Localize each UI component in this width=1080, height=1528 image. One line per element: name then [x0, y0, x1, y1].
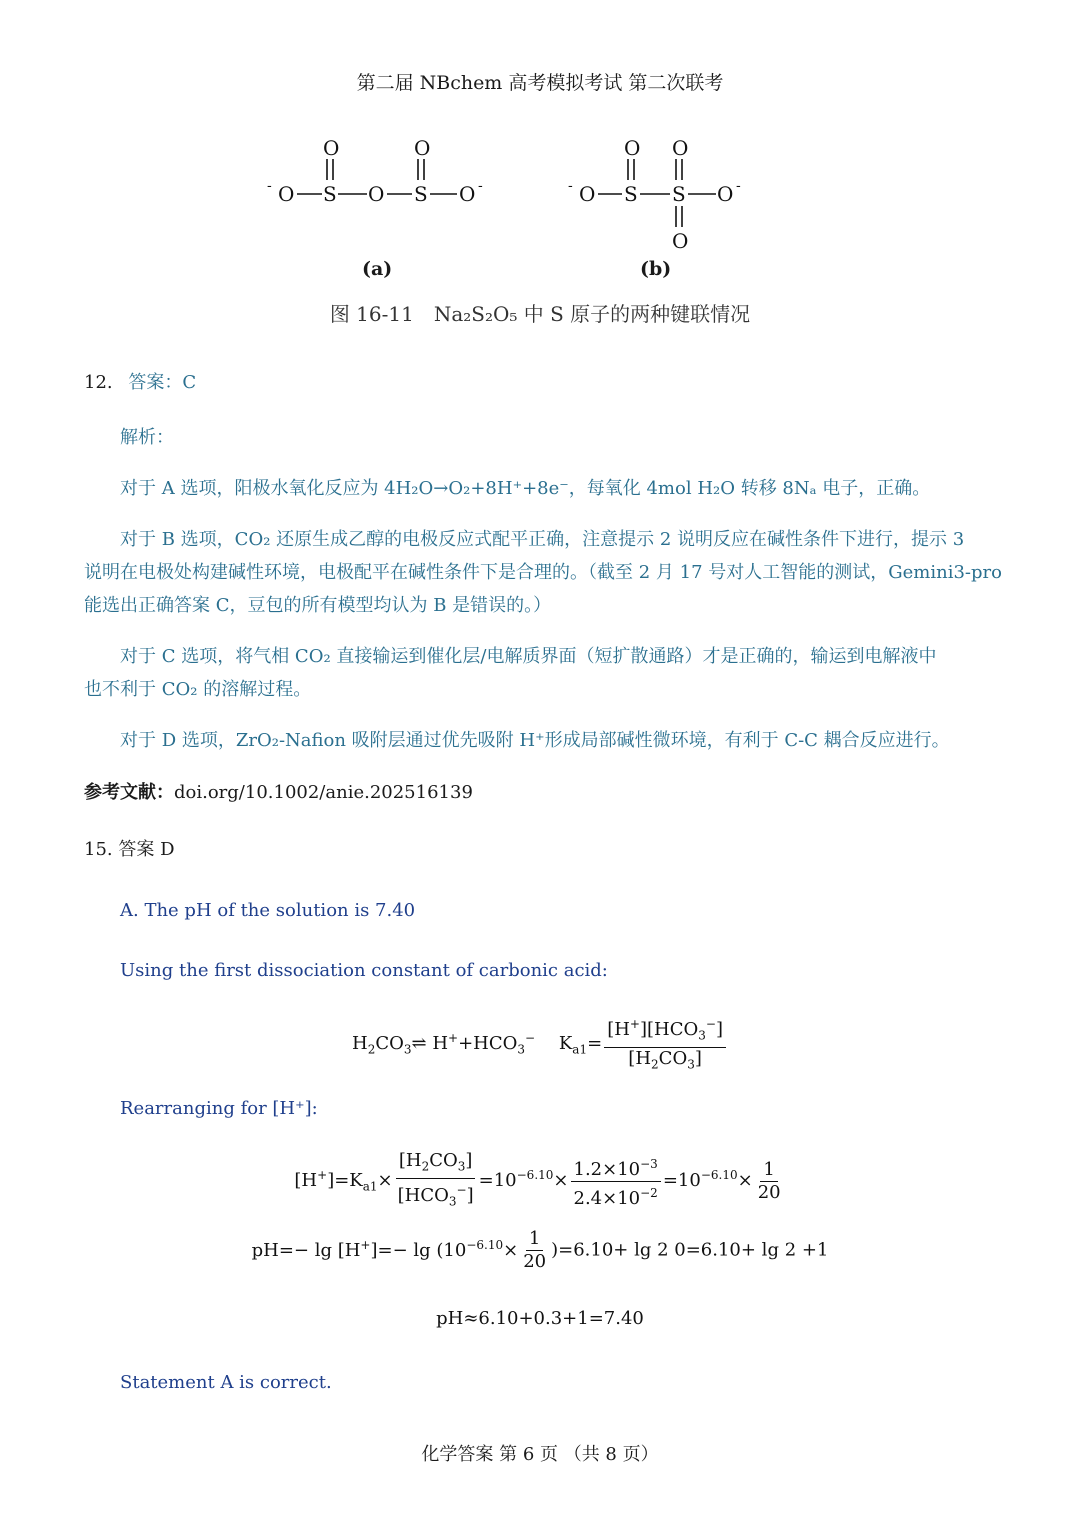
structure-b: [568, 136, 741, 253]
q12-option-b-line3: 能选出正确答案 C，豆包的所有模型均认为 B 是错误的。）: [84, 595, 552, 616]
svg-text:O: O: [579, 182, 596, 206]
na2s2o5-structures-figure: [250, 128, 810, 278]
svg-text:O: O: [717, 182, 734, 206]
q12-option-b-line2: 说明在电极处构建碱性环境，电极配平在碱性条件下是合理的。（截至 2 月 17 号对人工智能的测试，Gemini3-pro: [84, 562, 1002, 583]
label-b: (b): [640, 258, 672, 280]
q15-statement-a: A. The pH of the solution is 7.40: [120, 900, 416, 921]
q15-rearranging-text: Rearranging for [H⁺]:: [120, 1098, 318, 1119]
q12-analysis-label: 解析：: [120, 427, 174, 448]
q15-heading: 15. 答案 D: [84, 839, 175, 860]
ph-result-equation: pH≈6.10+0.3+1=7.40: [436, 1308, 644, 1329]
svg-text:-: -: [736, 178, 741, 194]
svg-text:O: O: [459, 182, 476, 206]
label-a: (a): [362, 258, 393, 280]
hplus-equation: $[H^+]=K_{a1}\times$ $\frac{[H_2CO_3]}{[HCO_3^-]}$ $=10^{-6.10}\times$ $\frac{1.2\times 10^{-3}}{2.4\times 10^{-2}}$ $=10^{-6.10}\times$ $\frac{1}{20}$: [294, 1150, 781, 1209]
equilibrium-equation: $H_2CO_3\rightleftharpoons$ $H^++HCO_3^-$ $K_{a1}=$ $\frac{[H^+][HCO_3^-]}{[H_2CO_3]}$: [0, 1013, 1080, 1075]
svg-text:O: O: [278, 182, 295, 206]
svg-text:O: O: [672, 136, 689, 160]
svg-text:S: S: [323, 182, 337, 206]
q12-option-d: 对于 D 选项，ZrO₂-Nafion 吸附层通过优先吸附 H⁺形成局部碱性微环境，有利于 C-C 耦合反应进行。: [120, 730, 950, 751]
q15-using-text: Using the first dissociation constant of carbonic acid:: [120, 960, 608, 981]
svg-text:O: O: [323, 136, 340, 160]
page-footer: 化学答案 第 6 页 （共 8 页）: [421, 1444, 659, 1465]
q12-option-a: 对于 A 选项，阳极水氧化反应为 4H₂O→O₂+8H⁺+8e⁻，每氧化 4mol H₂O 转移 8Nₐ 电子，正确。: [120, 478, 931, 499]
svg-text:S: S: [414, 182, 428, 206]
q12-option-c-line1: 对于 C 选项，将气相 CO₂ 直接输运到催化层/电解质界面（短扩散通路）才是正确的，输运到电解液中: [120, 646, 937, 667]
page-header: 第二届 NBchem 高考模拟考试 第二次联考: [356, 72, 724, 94]
q12-reference: [84, 776, 473, 809]
reference-doi: doi.org/10.1002/anie.202516139: [174, 782, 473, 803]
q15-conclusion: Statement A is correct.: [120, 1372, 332, 1393]
q12-heading: [84, 366, 196, 399]
svg-text:S: S: [624, 182, 638, 206]
q12-number: 12.: [84, 372, 113, 393]
svg-text:-: -: [568, 178, 573, 194]
structure-a: [267, 136, 483, 206]
q12-option-c-line2: 也不利于 CO₂ 的溶解过程。: [84, 679, 312, 700]
svg-text:O: O: [368, 182, 385, 206]
reference-label: 参考文献：: [84, 782, 174, 803]
ph-equation: $pH=- \lg [H^+]=- \lg (10^{-6.10}\times$ $\frac{1}{20}$ )=6.10+ lg 2 0=6.10+ lg 2 +1: [251, 1228, 829, 1272]
svg-text:-: -: [478, 178, 483, 194]
figure-caption: 图 16-11 Na₂S₂O₅ 中 S 原子的两种键联情况: [329, 302, 751, 326]
svg-text:O: O: [672, 229, 689, 253]
q12-answer: 答案：C: [128, 372, 197, 393]
q12-option-b-line1: 对于 B 选项，CO₂ 还原生成乙醇的电极反应式配平正确，注意提示 2 说明反应在碱性条件下进行，提示 3: [120, 529, 965, 550]
svg-text:O: O: [624, 136, 641, 160]
svg-text:S: S: [672, 182, 686, 206]
svg-text:O: O: [414, 136, 431, 160]
svg-text:-: -: [267, 178, 272, 194]
